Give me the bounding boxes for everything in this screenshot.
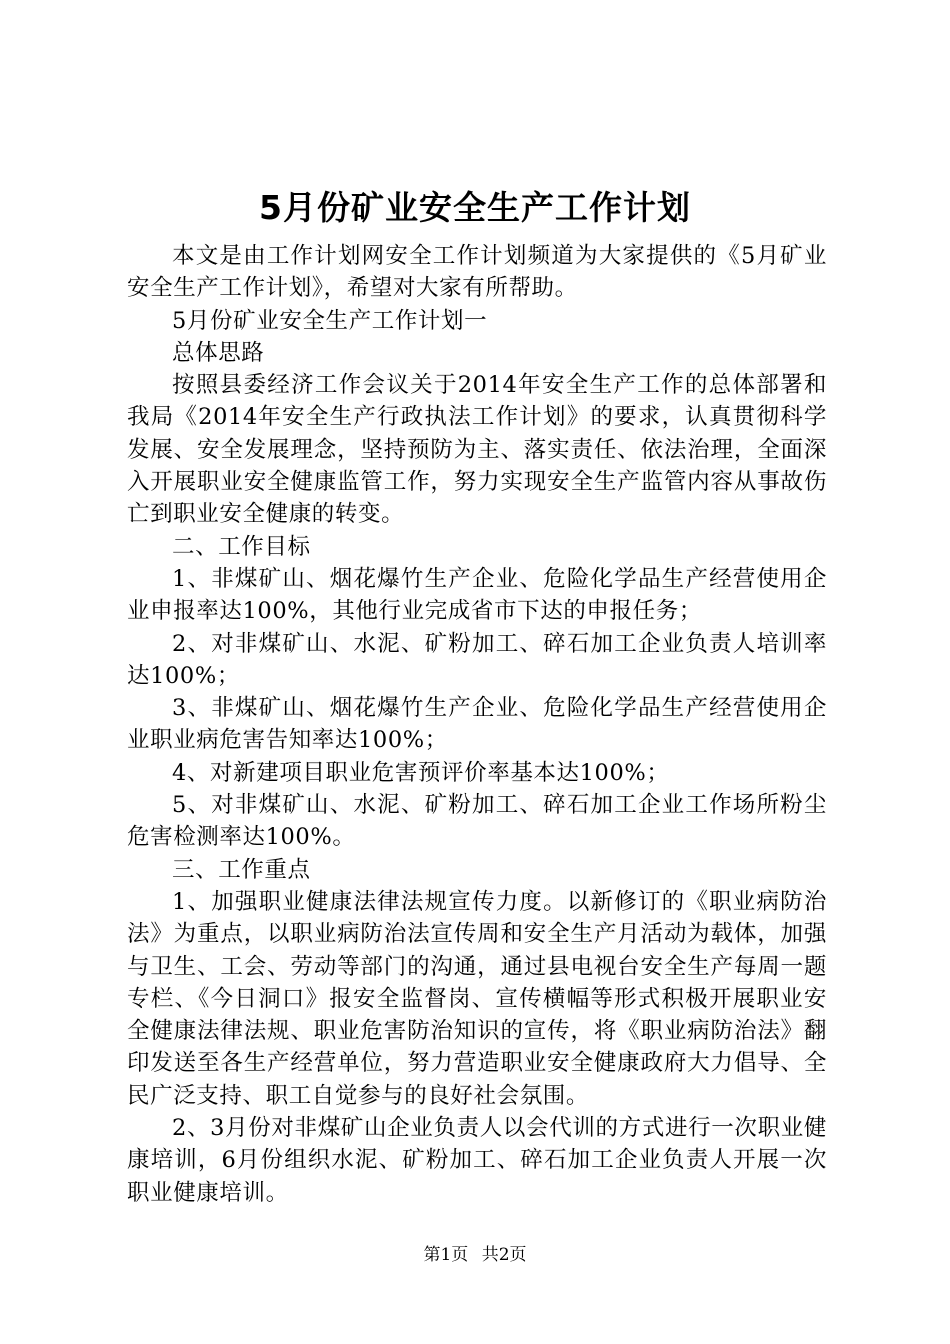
goal-item: 3、非煤矿山、烟花爆竹生产企业、危险化学品生产经营使用企业职业病危害告知率达100%； xyxy=(127,695,827,754)
focus-item: 1、加强职业健康法律法规宣传力度。以新修订的《职业病防治法》为重点，以职业病防治法宣传周和安全生产月活动为载体，加强与卫生、工会、劳动等部门的沟通，通过县电视台安全生产每周一题专栏、《今日洞口》报安全监督岗、宣传横幅等形式积极开展职业安全健康法律法规、职业危害防治知识的宣传，将《职业病防治法》翻印发送至各生产经营单位，努力营造职业安全健康政府大力倡导、全民广泛支持、职工自觉参与的良好社会氛围。 xyxy=(127,888,827,1109)
goal-item: 5、对非煤矿山、水泥、矿粉加工、碎石加工企业工作场所粉尘危害检测率达100%。 xyxy=(127,792,827,851)
goal-item: 2、对非煤矿山、水泥、矿粉加工、碎石加工企业负责人培训率达100%； xyxy=(127,630,827,689)
document-title: 5月份矿业安全生产工作计划 xyxy=(259,188,691,227)
plan-heading: 5月份矿业安全生产工作计划一 xyxy=(172,307,488,334)
goal-item: 1、非煤矿山、烟花爆竹生产企业、危险化学品生产经营使用企业申报率达100%，其他行业完成省市下达的申报任务； xyxy=(127,565,827,625)
document-body xyxy=(127,240,827,1209)
goal-item: 4、对新建项目职业危害预评价率基本达100%； xyxy=(172,759,670,786)
page-footer xyxy=(0,1243,950,1267)
page-total: 共2页 xyxy=(481,1245,527,1265)
section-heading-overall: 总体思路 xyxy=(172,339,265,366)
overall-paragraph: 按照县委经济工作会议关于2014年安全生产工作的总体部署和我局《2014年安全生产行政执法工作计划》的要求，认真贯彻科学发展、安全发展理念，坚持预防为主、落实责任、依法治理，全面深入开展职业安全健康监管工作，努力实现安全生产监管内容从事故伤亡到职业安全健康的转变。 xyxy=(127,372,827,528)
section-heading-focus: 三、工作重点 xyxy=(172,856,311,883)
section-heading-goals: 二、工作目标 xyxy=(172,533,311,560)
page-number: 第1页 xyxy=(423,1245,469,1265)
intro-paragraph: 本文是由工作计划网安全工作计划频道为大家提供的《5月矿业安全生产工作计划》，希望对大家有所帮助。 xyxy=(127,243,827,302)
focus-item: 2、3月份对非煤矿山企业负责人以会代训的方式进行一次职业健康培训，6月份组织水泥、矿粉加工、碎石加工企业负责人开展一次职业健康培训。 xyxy=(127,1115,827,1206)
